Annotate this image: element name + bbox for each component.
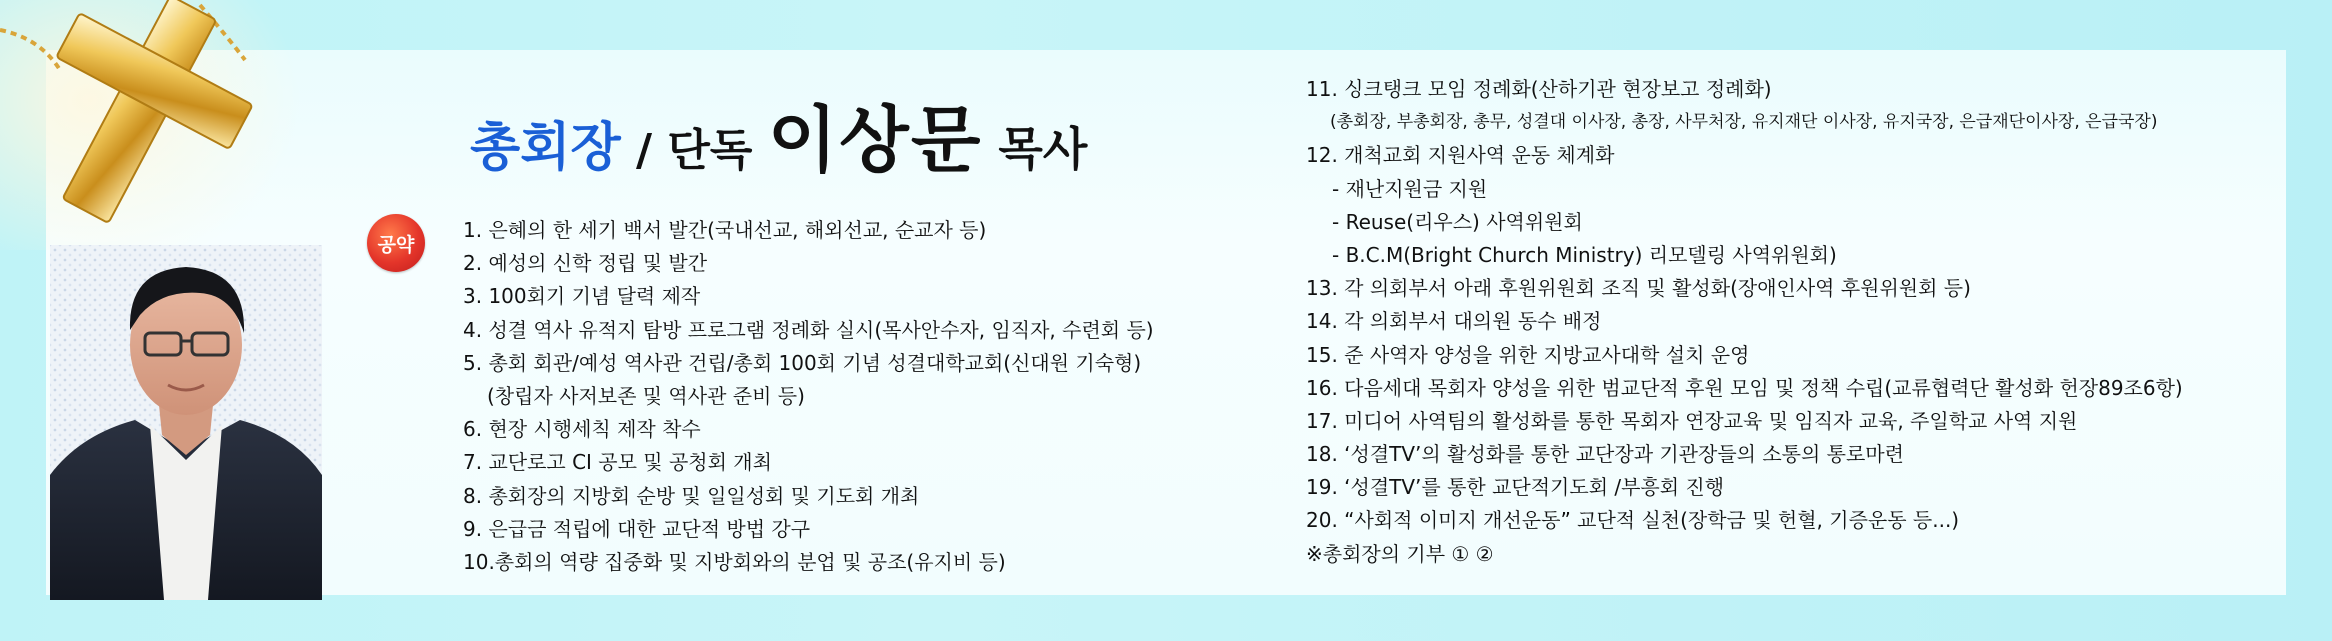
title-role: 총회장 (470, 118, 621, 178)
title-name: 이상문 (767, 98, 983, 182)
list-item: 8. 총회장의 지방회 순방 및 일일성회 및 기도회 개최 (463, 483, 920, 508)
title-separator: / 단독 (620, 125, 768, 176)
list-item: 9. 은급금 적립에 대한 교단적 방법 강구 (463, 516, 811, 541)
list-item: 7. 교단로고 CI 공모 및 공청회 개최 (463, 450, 772, 475)
pledge-badge: 공약 (367, 214, 425, 272)
list-item: 2. 예성의 신학 정립 및 발간 (463, 251, 708, 276)
list-item: 5. 총회 회관/예성 역사관 건립/총회 100회 기념 성결대학교회(신대원 기숙형) (463, 350, 1142, 375)
list-item: (총회장, 부총회장, 총무, 성결대 이사장, 총장, 사무처장, 유지재단 이사장, 유지국장, 은급재단이사장, 은급국장) (1330, 112, 2158, 133)
list-item: 11. 싱크탱크 모임 정례화(산하기관 현장보고 정례화) (1306, 77, 1772, 101)
pledge-list-left (463, 214, 1154, 579)
list-item: 3. 100회기 기념 달력 제작 (463, 284, 701, 309)
title-suffix: 목사 (982, 122, 1088, 176)
page-title (470, 82, 1087, 186)
list-item: 13. 각 의회부서 아래 후원위원회 조직 및 활성화(장애인사역 후원위원회 등) (1306, 276, 1971, 301)
list-item: - 재난지원금 지원 (1332, 176, 1488, 201)
list-item: 17. 미디어 사역팀의 활성화를 통한 목회자 연장교육 및 임직자 교육, 주일학교 사역 지원 (1306, 408, 2078, 433)
list-item: 1. 은혜의 한 세기 백서 발간(국내선교, 해외선교, 순교자 등) (463, 218, 987, 242)
gold-cross-icon (0, 0, 300, 250)
list-item: - Reuse(리우스) 사역위원회 (1332, 209, 1583, 234)
list-item: 10.총회의 역량 집중화 및 지방회와의 분업 및 공조(유지비 등) (463, 549, 1006, 574)
list-item: 20. “사회적 이미지 개선운동” 교단적 실천(장학금 및 헌혈, 기증운동 등...) (1306, 508, 1960, 533)
list-item: 6. 현장 시행세칙 제작 착수 (463, 417, 701, 442)
pledge-list-right (1306, 73, 2183, 571)
list-item: (창립자 사저보존 및 역사관 준비 등) (487, 383, 805, 408)
list-item: 15. 준 사역자 양성을 위한 지방교사대학 설치 운영 (1306, 342, 1750, 367)
list-item: 12. 개척교회 지원사역 운동 체계화 (1306, 143, 1615, 168)
list-item: 19. ‘성결TV’를 통한 교단적기도회 /부흥회 진행 (1306, 475, 1725, 500)
pastor-portrait (50, 245, 322, 600)
list-item: 4. 성결 역사 유적지 탐방 프로그램 정례화 실시(목사안수자, 임직자, 수련회 등) (463, 317, 1154, 342)
list-item: 18. ‘성결TV’의 활성화를 통한 교단장과 기관장들의 소통의 통로마련 (1306, 442, 1904, 467)
list-item: ※총회장의 기부 ① ② (1306, 541, 1494, 566)
list-item: - B.C.M(Bright Church Ministry) 리모델링 사역위원회) (1332, 242, 1837, 267)
list-item: 14. 각 의회부서 대의원 동수 배정 (1306, 309, 1602, 334)
list-item: 16. 다음세대 목회자 양성을 위한 범교단적 후원 모임 및 정책 수립(교류협력단 활성화 헌장89조6항) (1306, 375, 2183, 400)
